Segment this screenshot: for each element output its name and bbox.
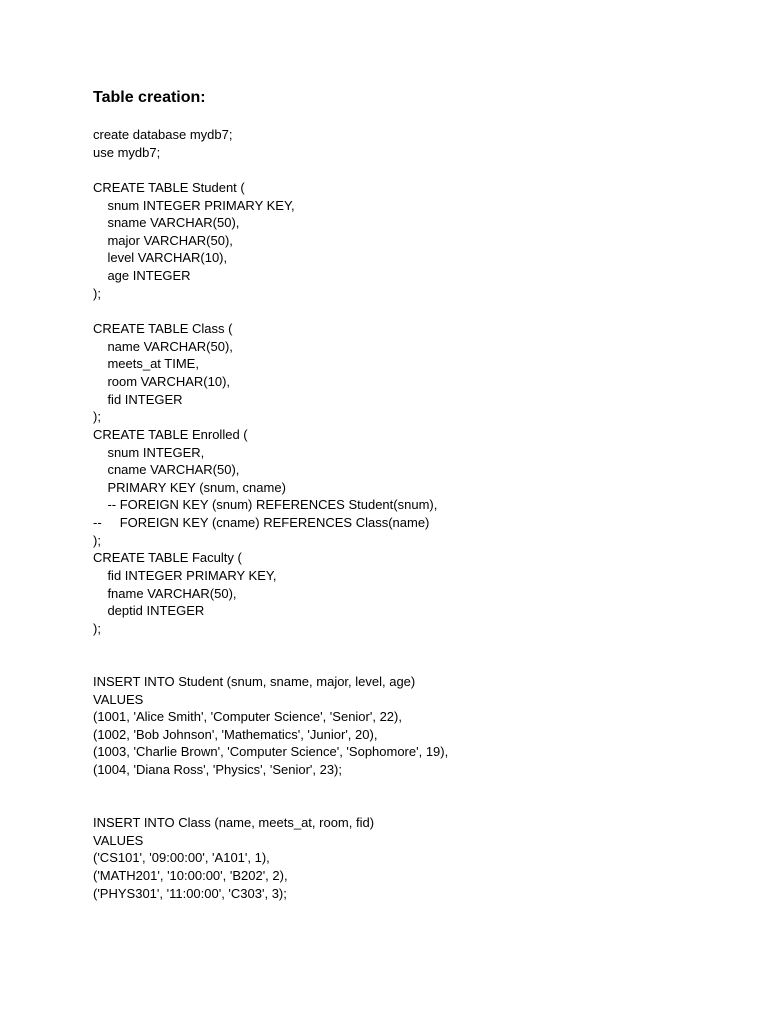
code-line: (1002, 'Bob Johnson', 'Mathematics', 'Junior', 20),: [93, 726, 378, 742]
code-line: );: [93, 620, 101, 636]
code-line: [93, 302, 733, 320]
code-line: meets_at TIME,: [93, 356, 199, 372]
code-line: deptid INTEGER: [93, 603, 205, 619]
code-line: CREATE TABLE Enrolled (: [93, 426, 248, 442]
code-line: CREATE TABLE Class (: [93, 321, 233, 337]
code-line: major VARCHAR(50),: [93, 232, 233, 248]
code-line: fid INTEGER: [93, 391, 183, 407]
code-line: ('PHYS301', '11:00:00', 'C303', 3);: [93, 885, 287, 901]
code-line: [93, 161, 733, 179]
code-line: cname VARCHAR(50),: [93, 462, 240, 478]
code-line: create database mydb7;: [93, 127, 233, 142]
code-line: PRIMARY KEY (snum, cname): [93, 479, 286, 495]
code-line: (1003, 'Charlie Brown', 'Computer Science', 'Sophomore', 19),: [93, 744, 449, 760]
code-line: [93, 638, 733, 656]
code-line: snum INTEGER PRIMARY KEY,: [93, 197, 295, 213]
code-line: -- FOREIGN KEY (snum) REFERENCES Student(snum),: [93, 497, 438, 513]
code-line: age INTEGER: [93, 268, 191, 284]
sql-code-block: [93, 126, 733, 902]
code-line: room VARCHAR(10),: [93, 373, 231, 389]
code-line: -- FOREIGN KEY (cname) REFERENCES Class(name): [93, 515, 430, 531]
code-line: snum INTEGER,: [93, 444, 205, 460]
code-line: CREATE TABLE Faculty (: [93, 550, 242, 566]
code-line: );: [93, 285, 101, 301]
code-line: INSERT INTO Student (snum, sname, major, level, age): [93, 673, 416, 689]
code-line: [93, 779, 733, 797]
code-line: sname VARCHAR(50),: [93, 215, 240, 231]
code-line: level VARCHAR(10),: [93, 250, 228, 266]
code-line: );: [93, 409, 101, 425]
code-line: ('MATH201', '10:00:00', 'B202', 2),: [93, 867, 288, 883]
code-line: (1004, 'Diana Ross', 'Physics', 'Senior', 23);: [93, 762, 342, 778]
code-line: fid INTEGER PRIMARY KEY,: [93, 568, 277, 584]
code-line: [93, 796, 733, 814]
code-line: [93, 655, 733, 673]
code-line: name VARCHAR(50),: [93, 338, 233, 354]
code-line: VALUES: [93, 691, 144, 707]
document-page: [93, 88, 733, 902]
code-line: ('CS101', '09:00:00', 'A101', 1),: [93, 850, 270, 866]
section-heading: Table creation:: [93, 89, 206, 106]
code-line: fname VARCHAR(50),: [93, 585, 237, 601]
code-line: INSERT INTO Class (name, meets_at, room, fid): [93, 814, 375, 830]
code-line: CREATE TABLE Student (: [93, 179, 245, 195]
code-line: VALUES: [93, 832, 144, 848]
code-line: (1001, 'Alice Smith', 'Computer Science', 'Senior', 22),: [93, 709, 402, 725]
code-line: use mydb7;: [93, 144, 161, 160]
code-line: );: [93, 532, 101, 548]
